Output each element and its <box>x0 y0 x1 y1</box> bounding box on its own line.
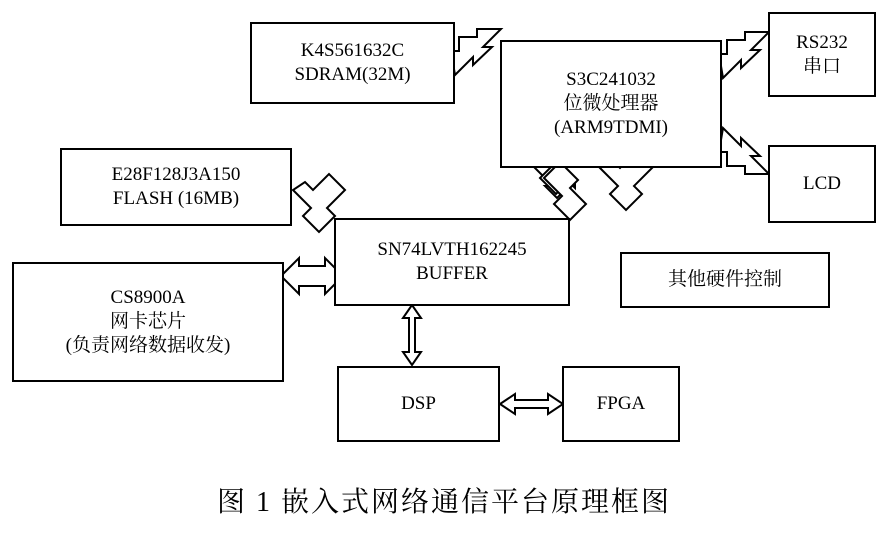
block-cpu-line1: S3C241032 <box>566 69 656 91</box>
block-cpu-line3: (ARM9TDMI) <box>554 116 668 138</box>
block-cpu <box>500 40 722 168</box>
connector-sdram-cpu <box>451 29 501 75</box>
block-rs232-line1: RS232 <box>796 31 848 53</box>
block-nic-line3: (负责网络数据收发) <box>65 334 231 356</box>
connector-dsp-fpga <box>500 394 563 414</box>
block-sdram-line2: SDRAM(32M) <box>294 64 411 85</box>
block-flash-line2: FLASH (16MB) <box>112 188 240 209</box>
block-nic-line2: 网卡芯片 <box>109 311 186 333</box>
block-buffer <box>334 218 570 306</box>
connector-buffer-dsp <box>403 305 421 365</box>
block-lcd <box>768 145 876 223</box>
block-buffer-line1: SN74LVTH162245 <box>377 239 527 261</box>
block-nic <box>12 262 284 382</box>
block-flash-line1: E28F128J3A150 <box>111 164 241 186</box>
block-nic-line1: CS8900A <box>110 287 186 309</box>
block-sdram-line1: K4S561632C <box>300 40 405 62</box>
block-dsp-line1: DSP <box>401 393 436 415</box>
figure-caption: 图 1 嵌入式网络通信平台原理框图 <box>216 487 671 518</box>
block-dsp <box>337 366 500 442</box>
block-buffer-line2: BUFFER <box>416 263 488 284</box>
block-rs232 <box>768 12 876 97</box>
connector-cpu-lcd <box>719 128 769 174</box>
block-rs232-line2: 串口 <box>802 55 841 77</box>
block-cpu-line2: 位微处理器 <box>563 93 659 115</box>
block-other-hardware <box>620 252 830 308</box>
block-sdram <box>250 22 455 104</box>
block-other-line1: 其他硬件控制 <box>667 269 782 291</box>
block-lcd-line1: LCD <box>803 173 841 195</box>
block-flash <box>60 148 292 226</box>
block-fpga-line1: FPGA <box>596 393 646 415</box>
connector-cpu-rs232 <box>719 32 769 78</box>
block-fpga <box>562 366 680 442</box>
